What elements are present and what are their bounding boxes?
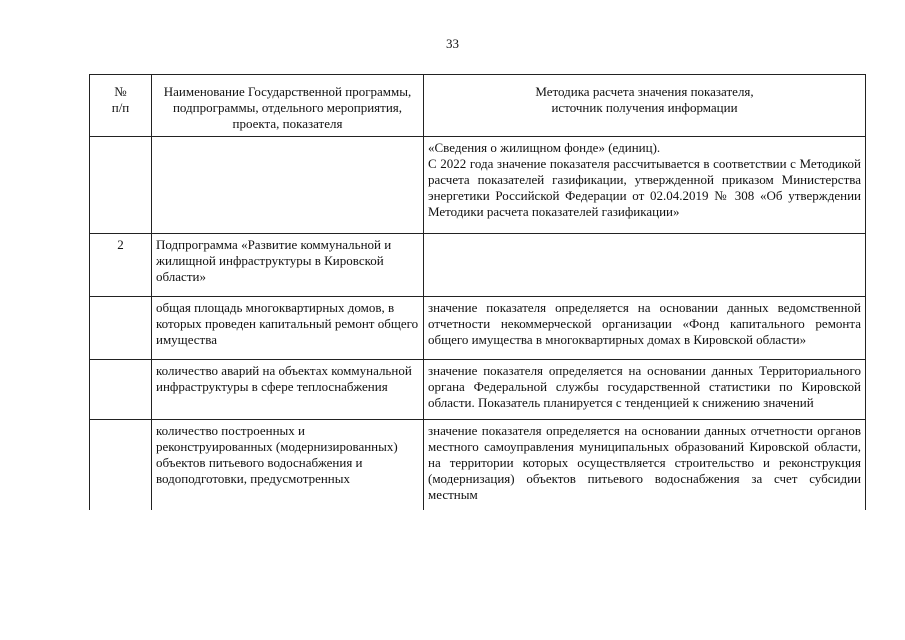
table-row — [90, 420, 866, 511]
row-name: общая площадь многоквартирных домов, в которых проведен капитальный ремонт общего имущества — [152, 297, 424, 360]
table-row — [90, 360, 866, 420]
row-method-line1: «Сведения о жилищном фонде» (единиц). — [428, 140, 661, 155]
row-name: Подпрограмма «Развитие коммунальной и жилищной инфраструктуры в Кировской области» — [152, 234, 424, 297]
header-method-line2: источник получения информации — [551, 100, 738, 115]
row-method: значение показателя определяется на основании данных ведомственной отчетности некоммерческой организации «Фонд капитального ремонта общего имущества в многоквартирных домах в Кировской области» — [424, 297, 866, 360]
page-number: 33 — [446, 36, 459, 51]
table-row — [90, 297, 866, 360]
row-method: значение показателя определяется на основании данных Территориального органа Федеральной службы государственной статистики по Кировской области. Показатель планируется с тенденцией к снижению значений — [424, 360, 866, 420]
row-name-text: количество построенных и реконструированных (модернизированных) объектов питьевого водоснабжения и водоподготовки, предусмотренных — [156, 423, 398, 486]
row-number: 2 — [90, 234, 152, 297]
table-row — [90, 137, 866, 234]
table-header-row — [90, 75, 866, 137]
row-method-text: значение показателя определяется на основании данных отчетности органов местного самоуправления муниципальных образований Кировской области, на территории которых осуществляется строительство и реконструкция (модернизация) объектов питьевого водоснабжения за счет субсидии местным — [428, 423, 861, 502]
row-number — [90, 297, 152, 360]
row-method-line2: С 2022 года значение показателя рассчитывается в соответствии с Методикой расчета показателей газификации, утвержденной приказом Министерства энергетики Российской Федерации от 02.04.2019 № 308 «Об утверждении Методики расчета показателей газификации» — [428, 156, 861, 219]
table-row — [90, 234, 866, 297]
header-number-symbol: № — [114, 84, 127, 99]
row-method — [424, 234, 866, 297]
row-name — [152, 420, 424, 511]
header-method-line1: Методика расчета значения показателя, — [535, 84, 754, 99]
methodology-table — [89, 74, 866, 510]
row-method — [424, 420, 866, 511]
row-name — [152, 137, 424, 234]
header-method — [424, 75, 866, 137]
row-method — [424, 137, 866, 234]
row-number — [90, 360, 152, 420]
header-name: Наименование Государственной программы, подпрограммы, отдельного мероприятия, проекта, показателя — [152, 75, 424, 137]
row-name: количество аварий на объектах коммунальной инфраструктуры в сфере теплоснабжения — [152, 360, 424, 420]
header-number — [90, 75, 152, 137]
row-number — [90, 420, 152, 511]
header-number-abbrev: п/п — [111, 100, 130, 115]
row-number — [90, 137, 152, 234]
